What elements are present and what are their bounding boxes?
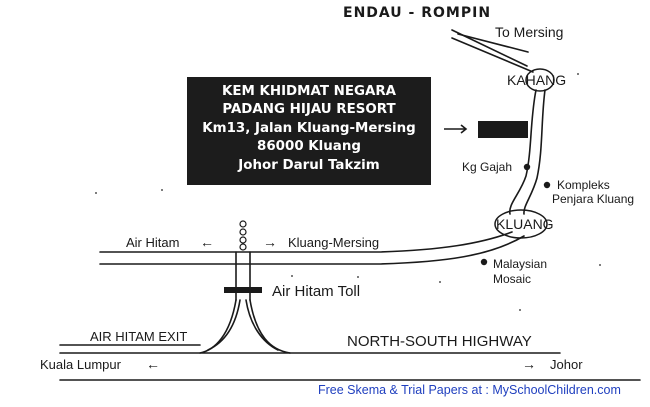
road-kahang-kluang-east — [524, 90, 545, 214]
air-hitam-arrow-icon: ← — [200, 234, 214, 250]
kluang-mersing-arrow-icon: → — [263, 234, 277, 250]
kem-khidmat-location-block — [478, 121, 528, 138]
mosaic-label: Mosaic — [493, 272, 532, 286]
address-box — [187, 77, 431, 185]
ramp-west-outer — [200, 300, 236, 353]
malaysian-label: Malaysian — [493, 257, 548, 271]
air-hitam-label: Air Hitam — [126, 235, 180, 250]
address-line-4: 86000 Kluang — [257, 139, 361, 155]
address-line-3: Km13, Jalan Kluang-Mersing — [202, 120, 416, 136]
kg-gajah-marker — [524, 164, 530, 170]
footer-credit: Free Skema & Trial Papers at : MySchoolChildren.com — [318, 383, 621, 397]
kuala-lumpur-arrow-icon: ← — [146, 356, 160, 372]
endau-rompin-label: ENDAU - ROMPIN — [343, 5, 492, 21]
kluang-label: KLUANG — [496, 216, 554, 232]
kluang-mersing-label: Kluang-Mersing — [288, 235, 380, 250]
address-pointer-arrow — [444, 125, 466, 133]
air-hitam-exit-label: AIR HITAM EXIT — [90, 329, 188, 344]
address-line-1: KEM KHIDMAT NEGARA — [221, 84, 397, 99]
air-hitam-toll-bar — [224, 287, 262, 293]
address-line-5: Johor Darul Takzim — [238, 157, 380, 173]
kompleks-penjara-marker — [544, 182, 550, 188]
air-hitam-toll-label: Air Hitam Toll — [272, 283, 361, 300]
johor-label: Johor — [550, 357, 583, 372]
traffic-light-icon — [240, 221, 246, 250]
malaysian-mosaic-marker — [481, 259, 487, 265]
road-kahang-kluang-west — [510, 90, 536, 214]
to-mersing-label: To Mersing — [495, 24, 564, 40]
kompleks-label: Kompleks — [557, 178, 610, 192]
penjara-kluang-label: Penjara Kluang — [552, 192, 635, 206]
kahang-label: KAHANG — [507, 72, 567, 88]
johor-arrow-icon: → — [522, 356, 536, 372]
kg-gajah-label: Kg Gajah — [462, 160, 513, 174]
address-line-2: PADANG HIJAU RESORT — [222, 102, 396, 118]
kuala-lumpur-label: Kuala Lumpur — [40, 357, 121, 372]
north-south-highway-label: NORTH-SOUTH HIGHWAY — [347, 333, 532, 350]
